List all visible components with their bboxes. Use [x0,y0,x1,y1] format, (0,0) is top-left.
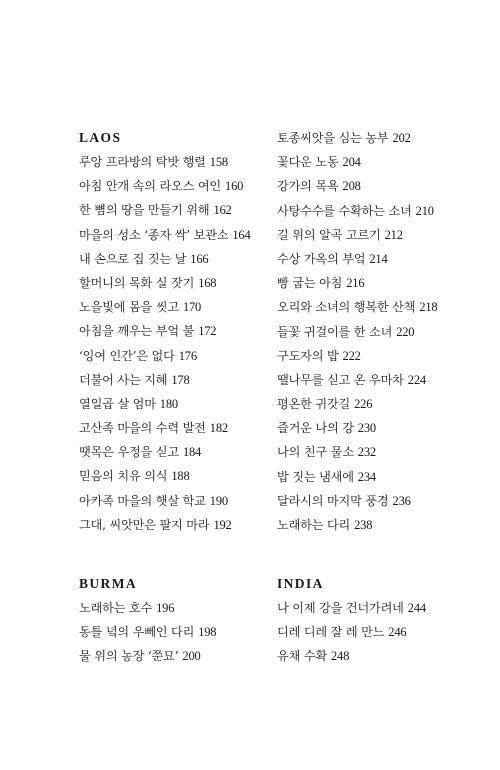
toc-entry [79,368,289,392]
toc-entry-page-number: 202 [392,131,411,145]
toc-entry-page-number: 214 [369,251,388,266]
toc-entry-page-number: 178 [171,372,190,387]
toc-entry [79,620,289,644]
toc-entry-page-number: 180 [159,396,178,411]
toc-entry [277,392,487,416]
toc-entry [79,344,289,368]
toc-entry-page-number: 162 [213,203,232,218]
toc-entry [79,392,289,416]
toc-entry-title: 아침을 깨우는 부엌 불 [79,324,195,339]
toc-entry [277,489,487,513]
toc-entry [277,150,487,174]
toc-entry-page-number: 170 [182,300,202,315]
toc-entry-page-number: 230 [357,421,376,436]
toc-entry-title: 유채 수확 [277,649,327,664]
toc-entry [79,247,289,271]
toc-entry [277,644,487,668]
toc-entry-title: 달라시의 마지막 풍경 [277,493,389,508]
toc-entry-title: ‘잉여 인간’은 없다 [79,348,175,363]
toc-entry-title: 빵 굽는 아침 [277,276,343,291]
toc-entry-page-number: 168 [198,275,217,290]
toc-entry-title: 밥 짓는 냄새에 [277,469,354,484]
toc-entry-page-number: 160 [225,179,244,194]
toc-entry-page-number: 220 [396,324,415,339]
toc-entry-page-number: 212 [384,227,403,242]
toc-entry [79,271,289,295]
toc-entry [277,440,487,464]
toc-entry-title: 노래하는 호수 [79,601,153,615]
toc-entry [277,126,487,150]
toc-entry [79,295,289,319]
toc-entry-title: 꽃다운 노동 [277,155,339,170]
toc-entry-page-number: 192 [213,517,232,532]
toc-entry-page-number: 222 [342,348,361,363]
toc-entry-title: 아침 안개 속의 라오스 여인 [79,179,222,194]
toc-entry-page-number: 226 [354,397,373,412]
india-section [277,572,487,669]
toc-entry [79,489,289,513]
toc-entry-title: 길 위의 알곡 고르기 [277,227,381,242]
toc-entry-page-number: 224 [407,372,426,387]
toc-entry-title: 즐거운 나의 강 [277,421,354,436]
toc-entry-title: 물 위의 농장 ‘쭌묘’ [79,649,179,664]
toc-entry [277,513,487,537]
toc-entry-title: 땟목은 우정을 싣고 [79,445,179,460]
toc-entry-page-number: 164 [232,227,251,242]
toc-entry-title: 나 이제 강을 건너가려네 [277,601,404,615]
toc-entry [79,440,289,464]
toc-entry-title: 노래하는 다리 [277,518,351,532]
toc-entry-title: 토종씨앗을 심는 농부 [277,131,389,145]
toc-entry-page-number: 200 [182,649,201,664]
toc-entry-title: 구도자의 밥 [277,348,339,363]
toc-entry-title: 루앙 프라방의 탁밧 행렬 [79,155,206,169]
toc-entry [79,416,289,440]
toc-entry [277,174,487,198]
laos-continued-section [277,126,487,537]
toc-entry [277,416,487,440]
toc-entry-page-number: 244 [407,601,426,615]
toc-entry-page-number: 248 [330,649,350,664]
toc-entry-title: 열일곱 살 엄마 [79,396,156,411]
toc-entry-title: 내 손으로 집 짓는 날 [79,251,187,266]
toc-entry-page-number: 188 [171,469,190,484]
toc-entry-page-number: 172 [198,324,217,339]
toc-entry-title: 한 뼘의 땅을 만들기 위해 [79,203,210,218]
toc-entry-title: 나의 친구 물소 [277,445,354,460]
toc-entry-page-number: 216 [346,276,365,291]
toc-entry-title: 땔나무를 싣고 온 우마차 [277,372,404,387]
toc-entry-page-number: 198 [198,625,217,640]
toc-entry-title: 평온한 귀갓길 [277,397,351,412]
toc-entry [79,150,289,174]
toc-entry-title: 수상 가옥의 부엌 [277,251,366,266]
toc-entry [277,620,487,644]
toc-entry-page-number: 190 [209,493,228,508]
toc-entry-title: 아카족 마을의 햇살 학교 [79,493,206,508]
section-title-burma: BURMA [79,576,137,591]
toc-entry [277,223,487,247]
toc-entry-title: 그대, 씨앗만은 팔지 마라 [79,517,210,532]
toc-entry [79,174,289,198]
section-title-india: INDIA [277,576,324,591]
toc-entry [79,319,289,343]
toc-entry-title: 강가의 목욕 [277,179,339,194]
toc-entry-page-number: 182 [209,421,228,436]
toc-entry-page-number: 196 [156,601,175,615]
toc-entry [79,464,289,488]
toc-entry [277,596,487,620]
toc-entry-page-number: 218 [419,300,438,315]
toc-entry-title: 할머니의 목화 실 잣기 [79,275,195,290]
toc-entry-title: 들꽃 귀걸이를 한 소녀 [277,324,393,339]
toc-entry [79,198,289,222]
laos-entry-list [79,150,289,537]
toc-entry [277,320,487,344]
section-title-laos: LAOS [79,130,122,145]
toc-entry [277,247,487,271]
toc-entry [79,223,289,247]
toc-entry-title: 동틀 녘의 우뻬인 다리 [79,625,195,640]
toc-entry-page-number: 204 [342,155,361,170]
toc-entry-page-number: 166 [190,251,209,266]
toc-entry-page-number: 184 [182,445,202,460]
toc-entry [277,199,487,223]
toc-entry-page-number: 176 [178,348,197,363]
toc-entry-title: 노을빛에 몸을 씻고 [79,300,179,315]
toc-entry-title: 오리와 소녀의 행복한 산책 [277,300,416,315]
toc-entry-page-number: 232 [357,445,376,460]
toc-entry [277,368,487,392]
toc-entry-title: 믿음의 치유 의식 [79,469,168,484]
india-entry-list [277,596,487,669]
toc-entry-page-number: 208 [342,179,361,194]
toc-entry-title: 디레 디레 잘 레 만느 [277,625,385,640]
toc-entry [277,344,487,368]
toc-entry-title: 마을의 성소 ‘종자 싹’ 보관소 [79,227,229,242]
laos-continued-entry-list [277,126,487,537]
burma-section [79,572,289,669]
toc-entry-title: 고산족 마을의 수력 발전 [79,421,206,436]
toc-entry-page-number: 246 [388,625,407,640]
toc-entry-page-number: 238 [354,518,373,532]
toc-entry [79,596,289,620]
toc-entry-page-number: 234 [357,469,376,484]
toc-entry-title: 더불어 사는 지혜 [79,372,168,387]
toc-entry [277,465,487,489]
laos-section [79,126,289,537]
toc-entry-page-number: 236 [392,493,411,508]
burma-entry-list [79,596,289,669]
toc-entry-page-number: 158 [209,155,228,169]
toc-entry [79,644,289,668]
toc-entry [277,271,487,295]
toc-entry [277,295,487,319]
toc-entry-title: 사탕수수를 수확하는 소녀 [277,203,412,218]
toc-entry-page-number: 210 [415,203,434,218]
toc-entry [79,513,289,537]
